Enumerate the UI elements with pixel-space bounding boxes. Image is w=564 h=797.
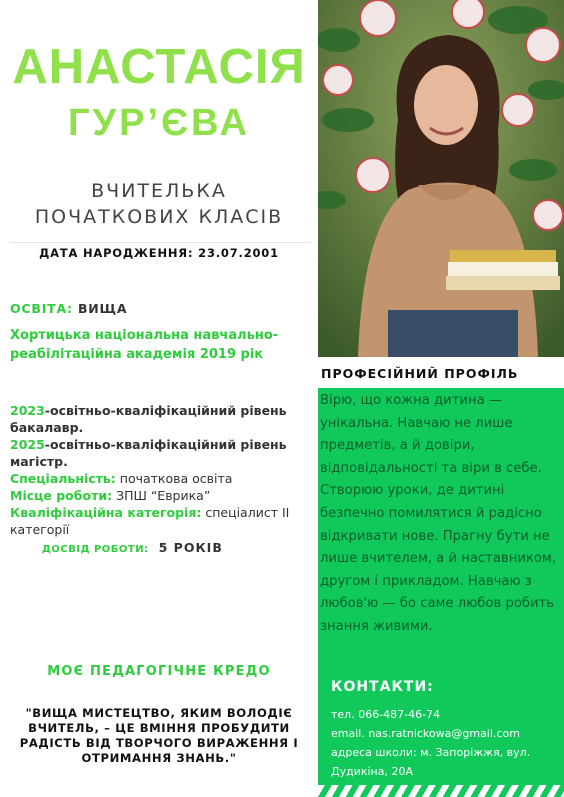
degree-desc: -освітньо-кваліфікаційний рівень магістр. — [10, 437, 287, 469]
degree-desc: -освітньо-кваліфікаційний рівень бакалавр. — [10, 403, 287, 435]
qualification — [10, 504, 310, 538]
contact-address: адреса школи: м. Запоріжжя, вул. Дудикіна, 20А — [331, 746, 531, 778]
contacts-title: КОНТАКТИ: — [331, 679, 434, 695]
date-of-birth: ДАТА НАРОДЖЕННЯ: 23.07.2001 — [39, 246, 279, 260]
qualification-label: Кваліфікаційна категорія: — [10, 505, 202, 520]
education-value: ВИЩА — [77, 301, 128, 316]
qualification-value: спеціалист ІІ категорії — [10, 505, 290, 537]
education-label: ОСВІТА: — [10, 301, 73, 316]
job-title-line2: ПОЧАТКОВИХ КЛАСІВ — [34, 206, 284, 228]
workplace-label: Місце роботи: — [10, 488, 113, 503]
profile-title: ПРОФЕСІЙНИЙ ПРОФІЛЬ — [321, 366, 519, 381]
academy-name: Хортицька національна навчально-реабілітаційна академія 2019 рік — [10, 328, 279, 362]
profile-photo — [318, 0, 564, 357]
decorative-stripes — [318, 785, 564, 797]
specialty-value: початкова освіта — [115, 471, 233, 486]
workplace — [10, 487, 310, 504]
credo-quote: "ВИЩА МИСТЕЦТВО, ЯКИМ ВОЛОДІЄ ВЧИТЕЛЬ, – ЦЕ ВМІННЯ ПРОБУДИТИ РАДІСТЬ ВІД ТВОРЧОГО ВИРАЖЕННЯ І ОТРИМАННЯ ЗНАНЬ." — [19, 706, 299, 765]
job-title-line1: ВЧИТЕЛЬКА — [91, 180, 227, 202]
degree-master — [10, 436, 310, 470]
job-title — [0, 178, 318, 230]
divider — [10, 242, 310, 243]
credo-title: МОЄ ПЕДАГОГІЧНЕ КРЕДО — [47, 664, 271, 679]
experience-label: ДОСВІД РОБОТИ: — [42, 544, 149, 555]
workplace-value: ЗПШ “Еврика” — [112, 488, 211, 503]
work-experience — [42, 540, 223, 555]
specialty-label: Спеціальність: — [10, 471, 116, 486]
education-level — [10, 301, 127, 316]
contact-phone: тел. 066-487-46-74 — [331, 708, 441, 721]
degree-year: 2023 — [10, 403, 45, 418]
education-details — [10, 402, 310, 538]
profile-text: Вірю, що кожна дитина — унікальна. Навчаю не лише предметів, а й довіри, відповідальності та віри в себе. Створюю уроки, де дитині безпечно помилятися й радісно відкривати нове. Прагну бути не лише вчителем, а й наставником, другом і прикладом. Навчаю з любов'ю — бо саме любов робить знання живими. — [320, 393, 557, 634]
last-name: ГУР’ЄВА — [67, 102, 251, 144]
experience-value: 5 РОКІВ — [158, 540, 223, 555]
degree-bachelor — [10, 402, 310, 436]
contact-email: email. nas.ratnickowa@gmail.com — [331, 727, 520, 740]
specialty — [10, 470, 310, 487]
degree-year: 2025 — [10, 437, 45, 452]
photo-illustration — [318, 0, 564, 357]
first-name: АНАСТАСІЯ — [12, 40, 306, 94]
